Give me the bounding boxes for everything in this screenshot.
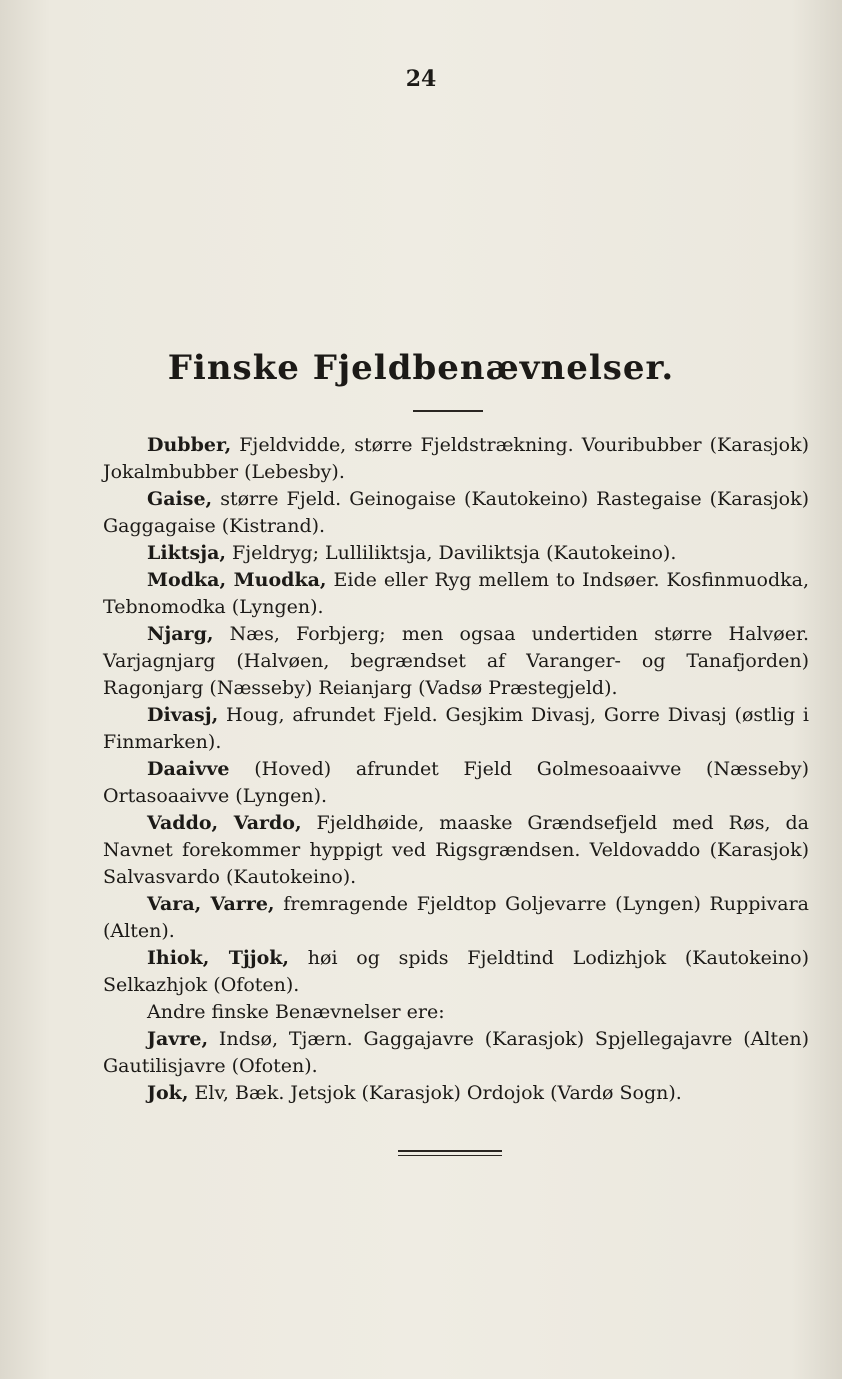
entry-text: Næs, Forbjerg; men ogsaa undertiden større Halvøer. Varjagnjarg (Halvøen, begrændset af Varanger- og Tanafjorden) Ragonjarg (Næsseby) Reianjarg (Vadsø Præstegjeld). xyxy=(103,623,809,699)
entry-text: Houg, afrundet Fjeld. Gesjkim Divasj, Gorre Divasj (østlig i Finmarken). xyxy=(103,704,809,753)
entry-text: fremragende Fjeldtop Goljevarre (Lyngen) Ruppivara (Alten). xyxy=(103,893,809,942)
entry-text: Fjeldhøide, maaske Grændsefjeld med Røs, da Navnet forekommer hyppigt ved Rigsgrændsen. Veldovaddo (Karasjok) Salvasvardo (Kautokeino). xyxy=(103,812,809,888)
entry-text: Andre finske Benævnelser ere: xyxy=(147,1001,445,1023)
entry-text: Elv, Bæk. Jetsjok (Karasjok) Ordojok (Vardø Sogn). xyxy=(188,1082,682,1104)
entry-term: Modka, Muodka, xyxy=(147,569,327,591)
entry-text: Fjeldryg; Lulliliktsja, Daviliktsja (Kautokeino). xyxy=(226,542,677,564)
glossary-entry xyxy=(103,432,809,486)
glossary-entry xyxy=(103,945,809,999)
entry-term: Daaivve xyxy=(147,758,230,780)
end-divider xyxy=(398,1150,502,1156)
entry-text: Eide eller Ryg mellem to Indsøer. Kosfinmuodka, Tebnomodka (Lyngen). xyxy=(103,569,809,618)
entry-term: Njarg, xyxy=(147,623,214,645)
entry-term: Gaise, xyxy=(147,488,213,510)
entry-text: (Hoved) afrundet Fjeld Golmesoaaivve (Næsseby) Ortasoaaivve (Lyngen). xyxy=(103,758,809,807)
entry-text: Fjeldvidde, større Fjeldstrækning. Vouribubber (Karasjok) Jokalmbubber (Lebesby). xyxy=(103,434,809,483)
glossary-entry xyxy=(103,810,809,891)
entry-term: Ihiok, Tjjok, xyxy=(147,947,290,969)
glossary-body xyxy=(103,432,809,1107)
entry-term: Liktsja, xyxy=(147,542,227,564)
entry-text: Indsø, Tjærn. Gaggajavre (Karasjok) Spjellegajavre (Alten) Gautilisjavre (Ofoten). xyxy=(103,1028,809,1077)
glossary-entry xyxy=(103,702,809,756)
glossary-entry xyxy=(103,540,809,567)
entry-term: Divasj, xyxy=(147,704,219,726)
glossary-subheading xyxy=(103,999,809,1026)
page-number: 24 xyxy=(405,66,437,92)
entry-text: høi og spids Fjeldtind Lodizhjok (Kautokeino) Selkazhjok (Ofoten). xyxy=(103,947,810,996)
glossary-entry xyxy=(103,486,809,540)
entry-term: Dubber, xyxy=(147,434,232,456)
entry-term: Javre, xyxy=(147,1028,209,1050)
glossary-entry xyxy=(103,756,809,810)
title-divider xyxy=(413,410,483,412)
glossary-entry xyxy=(103,621,809,702)
glossary-entry xyxy=(103,567,809,621)
glossary-entry xyxy=(103,891,809,945)
glossary-entry xyxy=(103,1080,809,1107)
section-title: Finske Fjeldbenævnelser. xyxy=(167,348,675,388)
entry-term: Vara, Varre, xyxy=(147,893,275,915)
entry-term: Jok, xyxy=(147,1082,189,1104)
entry-text: større Fjeld. Geinogaise (Kautokeino) Rastegaise (Karasjok) Gaggagaise (Kistrand). xyxy=(103,488,809,537)
entry-term: Vaddo, Vardo, xyxy=(147,812,302,834)
glossary-entry xyxy=(103,1026,809,1080)
